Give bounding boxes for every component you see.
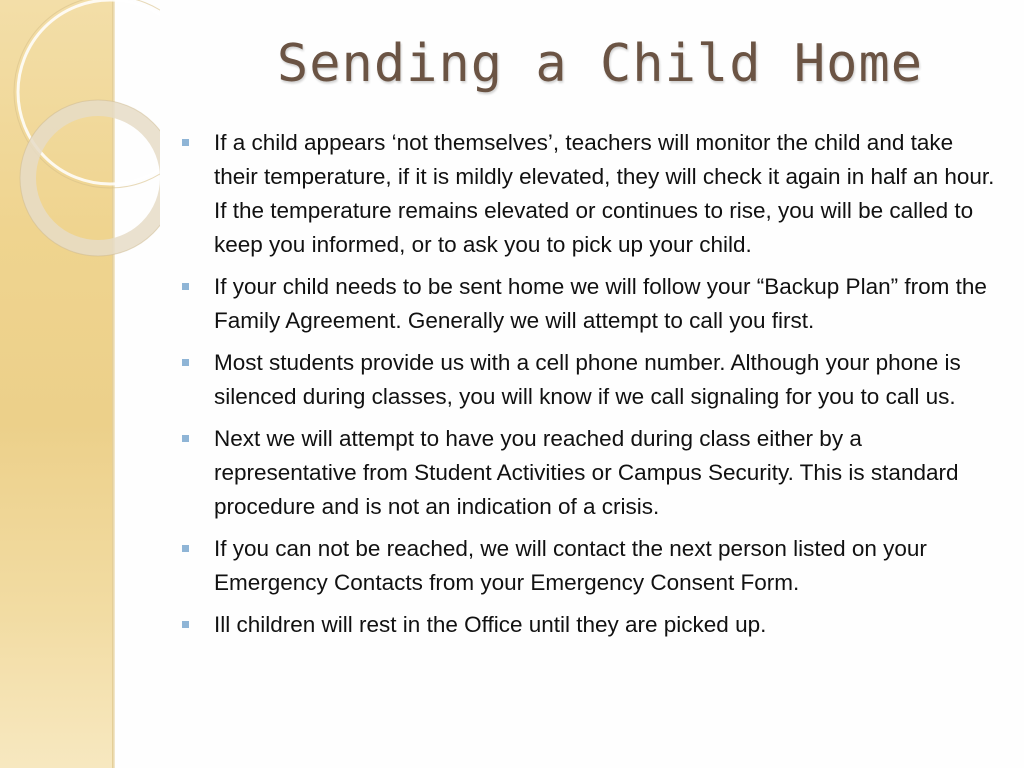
bullet-item bbox=[180, 422, 1000, 524]
decorative-rings bbox=[0, 0, 160, 300]
bullet-square-icon bbox=[182, 359, 189, 366]
bullet-text: Next we will attempt to have you reached during class either by a representative from Student Activities or Campus Security. This is standard procedure and is not an indication of a crisis. bbox=[214, 426, 959, 519]
bullet-text: If a child appears ‘not themselves’, teachers will monitor the child and take their temperature, if it is mildly elevated, they will check it again in half an hour. If the temperature remains elevated or continues to rise, you will be called to keep you informed, or to ask you to pick up your child. bbox=[214, 130, 995, 257]
bullet-item bbox=[180, 532, 1000, 600]
bullet-text: Most students provide us with a cell phone number. Although your phone is silenced during classes, you will know if we call signaling for you to call us. bbox=[214, 350, 961, 409]
bullet-item bbox=[180, 346, 1000, 414]
bullet-text: Ill children will rest in the Office until they are picked up. bbox=[214, 612, 767, 637]
bullet-square-icon bbox=[182, 139, 189, 146]
bullet-item bbox=[180, 126, 1000, 262]
bullet-text: If you can not be reached, we will contact the next person listed on your Emergency Contacts from your Emergency Consent Form. bbox=[214, 536, 927, 595]
bullet-item bbox=[180, 608, 1000, 642]
bullet-square-icon bbox=[182, 621, 189, 628]
slide-title: Sending a Child Home bbox=[276, 34, 924, 94]
bullet-list bbox=[180, 126, 1000, 650]
bullet-item bbox=[180, 270, 1000, 338]
bullet-square-icon bbox=[182, 545, 189, 552]
bullet-square-icon bbox=[182, 283, 189, 290]
bullet-square-icon bbox=[182, 435, 189, 442]
bullet-text: If your child needs to be sent home we will follow your “Backup Plan” from the Family Agreement. Generally we will attempt to call you first. bbox=[214, 274, 987, 333]
